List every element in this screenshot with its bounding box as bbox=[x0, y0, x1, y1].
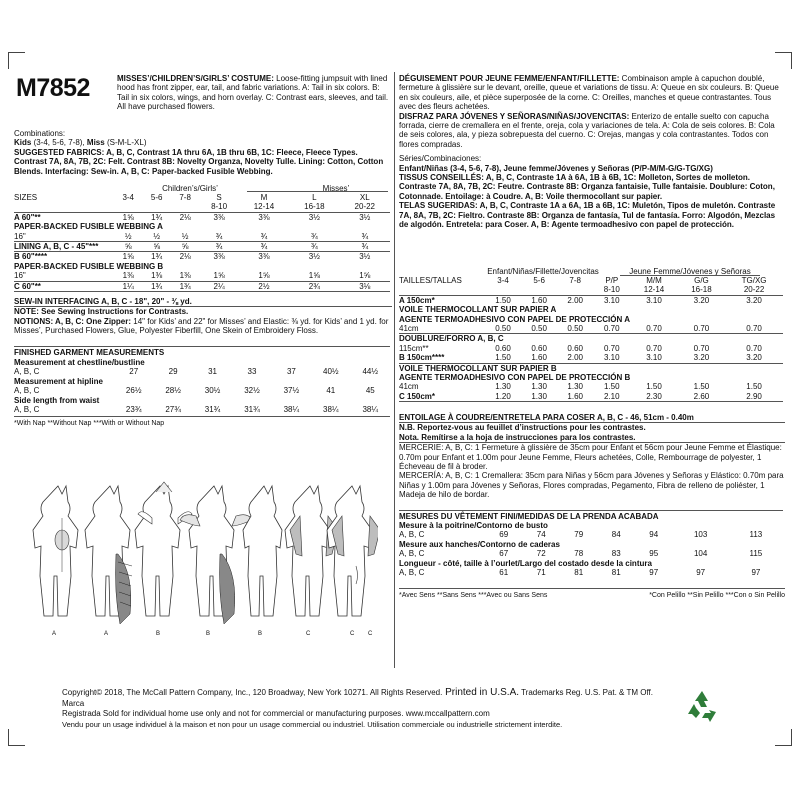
value-cell: ⅝ bbox=[171, 242, 199, 252]
value-cell: 1⅝ bbox=[199, 271, 238, 281]
mesures-heading: MESURES DU VÊTEMENT FINI/MEDIDAS DE LA PRENDA ACABADA bbox=[399, 510, 783, 521]
value-cell: 0.70 bbox=[593, 324, 630, 334]
value-cell: 37 bbox=[286, 367, 296, 377]
value-cell: 1.50 bbox=[693, 382, 710, 392]
value-cell: 69 bbox=[499, 530, 509, 540]
measure-heading: Measurement at hipline bbox=[14, 376, 103, 386]
english-description: MISSES’/CHILDREN’S/GIRLS’ COSTUME: Loose-fitting jumpsuit with lined hood has front zipper, ear, tail, and fabric variations. A: Tail in six colors. B: Tail in six colors, wings, and horn overlay. C: Contrast ears, sleeves, and tail. All have purchased flowers. bbox=[117, 74, 389, 112]
value-cell: 38¼ bbox=[283, 405, 300, 415]
measure-heading: Side length from waist bbox=[14, 395, 100, 405]
value-cell: 1.30 bbox=[531, 382, 547, 392]
value-cell: 74 bbox=[536, 530, 546, 540]
row-label: A, B, C bbox=[14, 386, 40, 396]
table-row bbox=[14, 252, 390, 262]
size-column-header: 3-4 bbox=[122, 193, 134, 202]
value-cell: 41 bbox=[326, 386, 336, 396]
value-cell: 3.20 bbox=[678, 353, 725, 363]
value-cell: 0.60 bbox=[567, 343, 583, 353]
value-cell: 3⅜ bbox=[213, 212, 225, 222]
table-row bbox=[399, 353, 783, 363]
group-children-label: Children’s/Girls’ bbox=[162, 184, 218, 193]
row-label: PAPER-BACKED FUSIBLE WEBBING B bbox=[14, 261, 164, 271]
value-cell: 1.50 bbox=[746, 382, 762, 392]
table-row bbox=[14, 212, 390, 222]
row-label: AGENTE TERMOADHESIVO CON PAPEL DE PROTECCIÓN B bbox=[399, 373, 631, 383]
value-cell: 1.60 bbox=[521, 353, 557, 363]
figure-caption: A bbox=[52, 631, 57, 637]
row-label: AGENTE TERMOADHESIVO CON PAPEL DE PROTECCIÓN A bbox=[399, 314, 630, 324]
suggested-fabrics: SUGGESTED FABRICS: A, B, C, Contrast 1A thru 6A, 1B thru 6B, 1C: Fleece, Fleece Types. Contrast 7A, 8A, 7B, 2C: Felt. Contrast 8B: Novelty Organza, Novelty Tulle. Lining: Cotton, Cotton Blends. Interfacing: Sew-in. A, B, C: Paper-backed Fusible Webbing. bbox=[14, 147, 384, 176]
table-row bbox=[14, 377, 390, 386]
table-row bbox=[399, 276, 783, 285]
table-row bbox=[399, 521, 783, 530]
value-cell: ⅝ bbox=[142, 242, 170, 252]
figure-caption: B bbox=[258, 631, 263, 637]
value-cell: 3⅜ bbox=[258, 212, 270, 222]
table-row bbox=[399, 559, 783, 568]
value-cell: 81 bbox=[611, 568, 621, 578]
value-cell: 84 bbox=[611, 530, 621, 540]
value-cell: 3.20 bbox=[693, 295, 710, 305]
size-subheader bbox=[142, 202, 170, 212]
size-column-header: M bbox=[260, 193, 268, 202]
value-cell: 2⅛ bbox=[179, 212, 191, 222]
value-cell: ¾ bbox=[289, 242, 339, 252]
value-cell: 3½ bbox=[308, 252, 320, 262]
value-cell: 2½ bbox=[239, 281, 289, 291]
value-cell: 1⅝ bbox=[122, 212, 134, 222]
value-cell: 1⅝ bbox=[289, 271, 339, 281]
value-cell: 27¾ bbox=[165, 405, 181, 415]
size-column-header: 7-8 bbox=[569, 276, 581, 285]
value-cell: 0.70 bbox=[693, 343, 710, 353]
crop-mark bbox=[775, 729, 792, 746]
table-row bbox=[399, 344, 783, 353]
value-cell: 1⅜ bbox=[171, 271, 199, 281]
table-cell bbox=[14, 202, 114, 212]
value-cell: 1.30 bbox=[567, 382, 583, 392]
value-cell: 1.30 bbox=[495, 382, 511, 392]
table-row bbox=[399, 315, 783, 324]
size-subheader: 8-10 bbox=[199, 202, 238, 212]
french-spanish-notions: ENTOILAGE À COUDRE/ENTRETELA PARA COSER A, B, C - 46, 51cm - 0.40m N.B. Reportez-vous au feuillet d’instructions pour les contrastes. Nota. Remítirse a la hoja de instrucciones para los contrastes. MERCERIE: A, B, C: 1 Fermeture à glissière de 35cm pour Enfant et 56cm pour Jeune Femme et Élastique: 0.70m pour Enfant et 1.00m pour Jeune Femme, Fleurs achetées, Colle, Rembourrage de polyester, 1 Écheveau de fil à broder. MERCERÍA: A, B, C: 1 Cremallera: 35cm para Niñas y 56cm para Jóvenes y Señoras y Elástico: 0.70m para Niñas y 1.00m para Jóvenes y Señoras, Flores compradas, Pegamento, Fibra de relleno de poliéster, 1 Madeja de hilo de bordar. bbox=[399, 413, 784, 500]
size-column-header: TG/XG bbox=[741, 276, 767, 285]
value-cell: 38¼ bbox=[323, 405, 339, 415]
value-cell: 31 bbox=[208, 367, 217, 377]
value-cell: 1⅜ bbox=[114, 271, 142, 281]
value-cell: 61 bbox=[499, 568, 509, 578]
measure-heading: Mesure à la poitrine/Contorno de busto bbox=[399, 521, 548, 530]
table-row bbox=[14, 193, 390, 202]
figure-caption: A bbox=[104, 631, 109, 637]
value-cell: 28½ bbox=[165, 386, 181, 396]
value-cell: ⅝ bbox=[114, 242, 142, 252]
table-row bbox=[399, 382, 783, 391]
table-row bbox=[399, 363, 783, 373]
value-cell: 38¼ bbox=[362, 405, 379, 415]
figure-caption: C bbox=[306, 631, 311, 637]
value-cell: 3.10 bbox=[630, 353, 677, 363]
value-cell: 37½ bbox=[283, 386, 300, 396]
figure-captions bbox=[52, 631, 373, 637]
row-label: A, B, C bbox=[399, 549, 425, 559]
value-cell: 44½ bbox=[362, 367, 379, 377]
value-cell: ½ bbox=[114, 232, 142, 242]
size-subheader: 12-14 bbox=[239, 202, 289, 212]
value-cell: 2.00 bbox=[557, 353, 593, 363]
figure-a-back bbox=[85, 486, 132, 624]
size-column-header: XL bbox=[359, 193, 370, 202]
table-row bbox=[399, 568, 783, 577]
size-column-header: L bbox=[312, 193, 317, 202]
value-cell: 103 bbox=[693, 530, 708, 540]
row-label: 41cm bbox=[399, 324, 485, 334]
table-row bbox=[399, 392, 783, 402]
size-subheader: 12-14 bbox=[630, 285, 677, 295]
value-cell: ½ bbox=[171, 232, 199, 242]
english-notions: SEW-IN INTERFACING A, B, C - 18", 20" - ⅜ yd. NOTE: See Sewing Instructions for Contrasts. NOTIONS: A, B, C: One Zipper: 14" for Kids’ and 22" for Misses’ and Elastic: ⅜ yd. for Kids’ and 1 yd. for Misses’, Purchased Flowers, Glue, Polyester Fiberfill, One Skein of Embroidery Floss. bbox=[14, 297, 392, 336]
size-subheader: 20-22 bbox=[725, 285, 783, 295]
value-cell: 3.10 bbox=[593, 353, 630, 363]
value-cell: ¾ bbox=[239, 232, 289, 242]
column-divider bbox=[394, 72, 395, 668]
table-row bbox=[14, 202, 390, 212]
finished-measurements-heading: FINISHED GARMENT MEASUREMENTS bbox=[14, 346, 390, 357]
row-label: A, B, C bbox=[14, 367, 40, 377]
row-label: A 150cm* bbox=[399, 295, 435, 305]
table-row bbox=[399, 530, 783, 539]
table-cell bbox=[399, 285, 485, 295]
recycle-icon bbox=[685, 688, 719, 722]
copyright-footer: Copyright© 2018, The McCall Pattern Company, Inc., 120 Broadway, New York 10271. All Rights Reserved. Printed in U.S.A. Trademarks Reg. U.S. Pat. & TM Off. Marca Registrada Sold for individual home use only and not for commercial or manufacturing purposes. www.mccallpattern.com Vendu pour un usage individuel à la maison et non pour un usage commercial ou industriel. Utilisation commerciale ou industrielle strictement interdite. bbox=[62, 687, 653, 729]
row-label: C 150cm* bbox=[399, 392, 485, 402]
value-cell: 71 bbox=[536, 568, 546, 578]
value-cell: 1¾ bbox=[151, 212, 163, 222]
value-cell: ¾ bbox=[199, 232, 238, 242]
value-cell: 2⅛ bbox=[179, 252, 191, 262]
size-subheader: 8-10 bbox=[593, 285, 630, 295]
figure-b-side bbox=[243, 486, 282, 616]
value-cell: 2.90 bbox=[725, 392, 783, 402]
crop-mark bbox=[8, 52, 25, 69]
size-column-header: 3-4 bbox=[497, 276, 509, 285]
figure-caption: B bbox=[156, 631, 161, 637]
value-cell: 45 bbox=[365, 386, 375, 396]
group-jeune-label: Jeune Femme/Jóvenes y Señoras bbox=[629, 267, 751, 276]
value-cell: 3.20 bbox=[746, 295, 762, 305]
nap-legend: *With Nap **Without Nap ***With or Without Nap bbox=[14, 416, 390, 428]
figure-c-front bbox=[285, 486, 338, 616]
value-cell: 97 bbox=[696, 568, 706, 578]
value-cell: 2¼ bbox=[199, 281, 238, 291]
value-cell: 3.20 bbox=[725, 353, 783, 363]
sizes-label: SIZES bbox=[14, 193, 38, 202]
value-cell: 1.50 bbox=[603, 382, 620, 392]
size-subheader bbox=[485, 285, 521, 295]
row-label: A, B, C bbox=[399, 530, 425, 540]
row-label: VOILE THERMOCOLLANT SUR PAPIER B bbox=[399, 363, 557, 373]
value-cell: 0.70 bbox=[603, 343, 620, 353]
value-cell: 2¾ bbox=[289, 281, 339, 291]
value-cell: 0.50 bbox=[485, 324, 521, 334]
mesures-table bbox=[399, 521, 783, 577]
value-cell: 0.50 bbox=[521, 324, 557, 334]
row-label: 115cm** bbox=[399, 343, 429, 353]
value-cell: 94 bbox=[649, 530, 659, 540]
table-row bbox=[14, 358, 390, 367]
size-subheader bbox=[557, 285, 593, 295]
value-cell: ¾ bbox=[199, 242, 238, 252]
tissus-conseilles: TISSUS CONSEILLÉS: A, B, C, Contraste 1A à 6A, 1B à 6B, 1C: Molleton, Sortes de molleton. Contraste 7A, 8A, 7B, 2C: Feutre. Contraste 8B: Organza fantaisie, Tulle fantaisie. Doublure: Coton, Cotonnade. Entoilage: à Coudre. A, B: Voile thermocollant sur papier. bbox=[399, 173, 775, 201]
figure-a-front bbox=[33, 486, 78, 616]
row-label: B 150cm**** bbox=[399, 353, 485, 363]
value-cell: 1.50 bbox=[646, 382, 662, 392]
size-column-header: G/G bbox=[694, 276, 709, 285]
value-cell: 0.70 bbox=[678, 324, 725, 334]
value-cell: 1¾ bbox=[142, 281, 170, 291]
pattern-number: M7852 bbox=[16, 74, 90, 102]
value-cell: 3½ bbox=[359, 252, 371, 262]
value-cell: 3⅛ bbox=[340, 281, 390, 291]
value-cell: 1.30 bbox=[521, 392, 557, 402]
table-row bbox=[399, 295, 783, 305]
value-cell: ¾ bbox=[340, 242, 390, 252]
row-label: PAPER-BACKED FUSIBLE WEBBING A bbox=[14, 222, 163, 232]
row-label: 41cm bbox=[399, 382, 419, 392]
value-cell: ¾ bbox=[289, 232, 339, 242]
value-cell: 1⅝ bbox=[239, 271, 289, 281]
size-subheader: 16-18 bbox=[289, 202, 339, 212]
size-subheader bbox=[114, 202, 142, 212]
value-cell: 83 bbox=[611, 549, 621, 559]
value-cell: 104 bbox=[693, 549, 708, 559]
size-column-header: 5-6 bbox=[533, 276, 545, 285]
nap-legend-fr-es: *Avec Sens **Sans Sens ***Avec ou Sans Sens *Con Pelillo **Sin Pelillo ***Con o Sin Pelillo bbox=[399, 588, 785, 600]
row-label: DOUBLURE/FORRO A, B, C bbox=[399, 334, 504, 344]
size-column-header: P/P bbox=[605, 276, 619, 285]
figure-b-front bbox=[135, 482, 192, 616]
telas-sugeridas: TELAS SUGERIDAS: A, B, C, Contraste 1A a 6A, 1B a 6B, 1C: Muletón, Tipos de muletón. Contraste 7A, 8A, 7B, 2C: Fieltro. Contraste 8B: Organza de fantasía, Tul de fantasía. Forro: Algodón, Mezclas de algodón. Entretela: para Coser. A, B: Agente termoadhesivo con papel de protección. bbox=[399, 201, 776, 230]
value-cell: 31¾ bbox=[204, 405, 221, 415]
value-cell: 1.60 bbox=[557, 392, 593, 402]
table-row bbox=[14, 367, 390, 376]
row-label: LINING A, B, C - 45"*** bbox=[14, 242, 114, 252]
table-row bbox=[399, 285, 783, 295]
table-row bbox=[399, 373, 783, 382]
row-label: A, B, C bbox=[399, 568, 425, 578]
value-cell: 1¾ bbox=[151, 252, 163, 262]
value-cell: 0.70 bbox=[646, 343, 662, 353]
rule bbox=[247, 191, 388, 192]
yardage-table bbox=[14, 193, 390, 292]
size-column-header: M/M bbox=[646, 276, 662, 285]
value-cell: 72 bbox=[536, 549, 546, 559]
value-cell: 1⅝ bbox=[340, 271, 390, 281]
table-row bbox=[399, 334, 783, 344]
value-cell: 0.60 bbox=[531, 343, 547, 353]
value-cell: 0.70 bbox=[746, 343, 762, 353]
crop-mark bbox=[775, 52, 792, 69]
table-row bbox=[14, 262, 390, 271]
row-label: A 60"** bbox=[14, 212, 41, 222]
table-row bbox=[399, 305, 783, 314]
value-cell: 27 bbox=[129, 367, 139, 377]
row-label: 16" bbox=[14, 232, 114, 242]
value-cell: 26½ bbox=[125, 386, 142, 396]
measure-heading: Longueur - côté, taille à l’ourlet/Largo del costado desde la cintura bbox=[399, 558, 652, 568]
value-cell: 97 bbox=[751, 568, 761, 578]
value-cell: 30½ bbox=[204, 386, 221, 396]
french-spanish-description: DÉGUISEMENT POUR JEUNE FEMME/ENFANT/FILLETTE: Combinaison ample à capuchon doublé, fermeture à glissière sur le devant, oreille, queue et variations de tissu. A: Queue en six couleurs. B: Queue en six couleurs, aile, et pièce superposée de la corne. C: Oreilles, manches et queue contrastantes. Tous avec des fleurs achetées. DISFRAZ PARA JÓVENES Y SEÑORAS/NIÑAS/JOVENCITAS: Enterizo de entalle suelto con capucha forrada, cierre de cremallera en el frente, oreja, cola y variaciones de tela. A: Cola de seis colores. B: Cola de seis colores, ala, y pieza sobrepuesta del cuerno. C: Orejas, mangas y cola contrastantes. Todos con flores compradas. Séries/Combinaciones: Enfant/Niñas (3-4, 5-6, 7-8), Jeune femme/Jóvenes y Señoras (P/P-M/M-G/G-TG/XG) TISSUS CONSEILLÉS: A, B, C, Contraste 1A à 6A, 1B à 6B, 1C: Molleton, Sortes de molleton. Contraste 7A, 8A, 7B, 2C: Feutre. Contraste 8B: Organza fantaisie, Tulle fantaisie. Doublure: Coton, Cotonnade. Entoilage: à Coudre. A, B: Voile thermocollant sur papier. TELAS SUGERIDAS: A, B, C, Contraste 1A a 6A, 1B a 6B, 1C: Muletón, Tipos de muletón. Contraste 7A, 8A, 7B, 2C: Fieltro. Contraste 8B: Organza de fantasía, Tul de fantasía. Forro: Algodón, Mezclas de algodón. Entretela: para Coser. A, B: Agente termoadhesivo con papel de protección. bbox=[399, 74, 785, 230]
figure-caption: C bbox=[350, 631, 355, 637]
value-cell: 40½ bbox=[323, 367, 339, 377]
value-cell: ½ bbox=[142, 232, 170, 242]
table-row bbox=[14, 232, 390, 242]
value-cell: 1.20 bbox=[485, 392, 521, 402]
size-subheader bbox=[521, 285, 557, 295]
value-cell: 1⅝ bbox=[122, 252, 134, 262]
value-cell: 1¼ bbox=[114, 281, 142, 291]
value-cell: 81 bbox=[574, 568, 584, 578]
figure-caption: C bbox=[368, 631, 373, 637]
size-subheader: 16-18 bbox=[678, 285, 725, 295]
value-cell: 23¾ bbox=[125, 405, 142, 415]
finished-measurements-table bbox=[14, 358, 390, 414]
value-cell: 3.10 bbox=[603, 295, 620, 305]
value-cell: 32½ bbox=[244, 386, 260, 396]
metric-yardage-table bbox=[399, 276, 783, 402]
figure-caption: B bbox=[206, 631, 211, 637]
crop-mark bbox=[8, 729, 25, 746]
size-subheader bbox=[171, 202, 199, 212]
measure-heading: Mesure aux hanches/Contorno de caderas bbox=[399, 539, 560, 549]
table-row bbox=[14, 271, 390, 281]
row-label: A, B, C bbox=[14, 405, 40, 415]
value-cell: ¾ bbox=[340, 232, 390, 242]
value-cell: 113 bbox=[749, 530, 763, 540]
value-cell: 2.00 bbox=[567, 295, 583, 305]
row-label: 16" bbox=[14, 271, 114, 281]
value-cell: 79 bbox=[574, 530, 584, 540]
row-label: VOILE THERMOCOLLANT SUR PAPIER A bbox=[399, 305, 557, 315]
value-cell: 78 bbox=[574, 549, 584, 559]
value-cell: 3.10 bbox=[646, 295, 662, 305]
value-cell: 115 bbox=[749, 549, 763, 559]
value-cell: 0.70 bbox=[630, 324, 677, 334]
size-column-header: 5-6 bbox=[150, 193, 163, 202]
table-row bbox=[14, 222, 390, 231]
value-cell: 29 bbox=[168, 367, 178, 377]
english-combinations: Combinations: Kids (3-4, 5-6, 7-8), Miss (S-M-L-XL) SUGGESTED FABRICS: A, B, C, Contrast 1A thru 6A, 1B thru 6B, 1C: Fleece, Fleece Types. Contrast 7A, 8A, 7B, 2C: Felt. Contrast 8B: Novelty Organza, Novelty Tulle. Lining: Cotton, Cotton Blends. Interfacing: Sew-in. A, B, C: Paper-backed Fusible Webbing. bbox=[14, 129, 392, 176]
value-cell: 67 bbox=[499, 549, 509, 559]
value-cell: 2.60 bbox=[678, 392, 725, 402]
value-cell: 0.50 bbox=[557, 324, 593, 334]
figure-c-back bbox=[327, 486, 378, 616]
measure-heading: Measurement at chestline/bustline bbox=[14, 358, 145, 367]
table-row bbox=[14, 281, 390, 291]
value-cell: 1.50 bbox=[495, 295, 511, 305]
group-misses-label: Misses’ bbox=[322, 184, 350, 193]
size-column-header: 7-8 bbox=[179, 193, 191, 202]
size-column-header: S bbox=[216, 193, 222, 202]
sizes-label: TAILLES/TALLAS bbox=[399, 276, 462, 285]
table-row bbox=[399, 549, 783, 558]
value-cell: 1⅜ bbox=[142, 271, 170, 281]
group-enfant-label: Enfant/Niñas/Fillette/Jovencitas bbox=[487, 267, 599, 276]
line-drawings bbox=[26, 476, 378, 638]
value-cell: 3⅜ bbox=[213, 252, 225, 262]
value-cell: 0.60 bbox=[495, 343, 511, 353]
table-row bbox=[399, 324, 783, 334]
value-cell: 1¾ bbox=[171, 281, 199, 291]
value-cell: 1.50 bbox=[485, 353, 521, 363]
row-label: C 60"** bbox=[14, 281, 114, 291]
table-row bbox=[14, 242, 390, 252]
table-row bbox=[399, 540, 783, 549]
value-cell: 3½ bbox=[359, 212, 371, 222]
figure-b-back bbox=[180, 486, 252, 624]
value-cell: 33 bbox=[247, 367, 257, 377]
value-cell: 2.10 bbox=[593, 392, 630, 402]
table-row bbox=[14, 396, 390, 405]
value-cell: 2.30 bbox=[630, 392, 677, 402]
value-cell: 1.60 bbox=[531, 295, 547, 305]
size-subheader: 20-22 bbox=[340, 202, 390, 212]
value-cell: 3⅜ bbox=[258, 252, 270, 262]
value-cell: 95 bbox=[649, 549, 659, 559]
value-cell: 0.70 bbox=[725, 324, 783, 334]
value-cell: 97 bbox=[649, 568, 659, 578]
value-cell: 3½ bbox=[308, 212, 320, 222]
table-row bbox=[14, 386, 390, 395]
row-label: B 60"**** bbox=[14, 252, 48, 262]
table-row bbox=[14, 405, 390, 414]
value-cell: 31¾ bbox=[244, 405, 260, 415]
value-cell: ¾ bbox=[239, 242, 289, 252]
